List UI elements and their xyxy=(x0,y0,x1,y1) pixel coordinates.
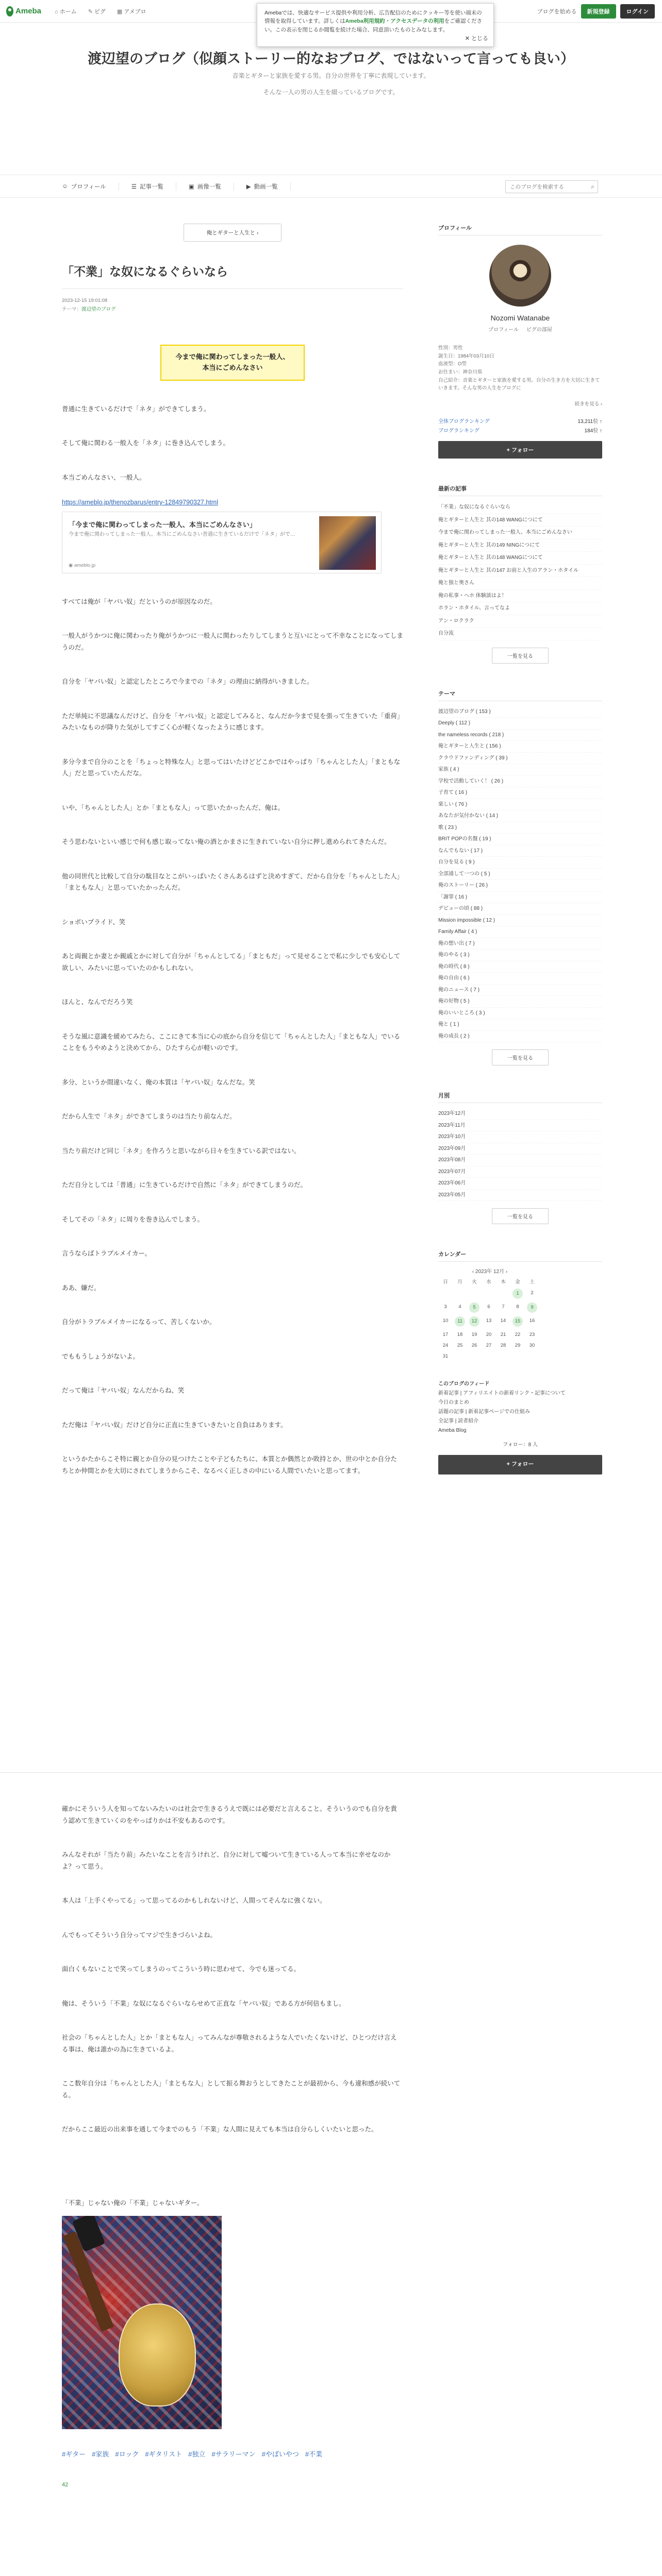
login-button[interactable]: ログイン xyxy=(620,4,655,19)
gnav-item-ameblo[interactable] xyxy=(117,7,146,15)
paragraph: ここ数年自分は「ちゃんとした人」「まともな人」として振る舞おうとしてきたことが最初から、今も違和感が続いてる。 xyxy=(62,2080,401,2099)
calendar-day: 14 xyxy=(500,1318,506,1324)
recent-article-link[interactable]: 自分流 xyxy=(438,628,602,640)
gnav-item-home[interactable] xyxy=(55,7,77,15)
calendar-blank xyxy=(482,1290,496,1299)
calendar-day: 6 xyxy=(487,1304,490,1310)
hashtag-list xyxy=(62,2448,403,2461)
calendar-day[interactable] xyxy=(467,1318,482,1327)
calendar-weekday: 火 xyxy=(472,1279,477,1285)
calendar-weekday: 土 xyxy=(529,1279,535,1285)
hashtag-link[interactable]: #独立 xyxy=(188,2450,206,2458)
feed-link[interactable]: 全記事 | 読者紹介 xyxy=(438,1418,479,1425)
theme-link[interactable]: 家族 ( 4 ) xyxy=(438,764,602,776)
calendar-weekday: 日 xyxy=(443,1279,448,1285)
calendar-blank xyxy=(496,1290,510,1299)
month-link[interactable]: 2023年07月 xyxy=(438,1166,602,1178)
recent-article-link[interactable]: 俺とギターと人生と 其の148 WANGにつにて xyxy=(438,514,602,527)
recent-article-link[interactable]: 俺とギターと人生と 其の148 WANGにつにて xyxy=(438,552,602,565)
profile-icon: ☺ xyxy=(62,183,68,190)
link-card-desc: 今まで俺に関わってしまった一般人、本当にごめんなさい普通に生きているだけで「ネタ」がで… xyxy=(69,531,295,537)
theme-link[interactable]: 自分を見る ( 9 ) xyxy=(438,857,602,869)
theme-link[interactable]: 「謝罪 ( 16 ) xyxy=(438,892,602,904)
theme-link[interactable]: 俺と ( 1 ) xyxy=(438,1019,602,1031)
theme-link[interactable]: あなたが気付かない ( 14 ) xyxy=(438,810,602,822)
recent-article-link[interactable]: 俺の私事・ヘホ 体験談はよ！ xyxy=(438,590,602,603)
theme-link[interactable]: 俺の自由 ( 6 ) xyxy=(438,973,602,985)
paragraph: だからここ最近の出来事を通して今までのもう「不業」な人間に見えても本当は自分らしくいたいと思った。 xyxy=(62,2126,378,2133)
theme-list xyxy=(438,706,602,1043)
feed-link[interactable]: 今日のまとめ xyxy=(438,1400,469,1406)
calendar xyxy=(438,1267,541,1359)
theme-link[interactable]: Family Affair ( 4 ) xyxy=(438,926,602,938)
recent-article-link[interactable]: アン・ロクラク xyxy=(438,615,602,628)
calendar-weekday: 水 xyxy=(486,1279,491,1285)
calendar-blank xyxy=(438,1290,453,1299)
article-link[interactable]: https://ameblo.jp/thenozbarus/entry-12849790327.html xyxy=(62,499,218,506)
theme-link[interactable]: Mission impossible ( 12 ) xyxy=(438,915,602,927)
calendar-day: 2 xyxy=(531,1290,534,1296)
calendar-day: 3 xyxy=(444,1304,447,1310)
profile-heading: プロフィール xyxy=(438,224,602,235)
theme-link[interactable]: 学校で活動していく！ ( 26 ) xyxy=(438,776,602,788)
body-paragraphs-lower xyxy=(62,1803,403,2136)
theme-link[interactable]: 俺のニュース ( 7 ) xyxy=(438,985,602,996)
feed-section xyxy=(438,1380,602,1475)
theme-link[interactable]: 俺のいいところ ( 3 ) xyxy=(438,1008,602,1020)
feed-link[interactable]: 新着記事 | アフィリエイトの新着リンク・記事について xyxy=(438,1391,566,1397)
theme-link[interactable]: BRIT POPの名盤 ( 19 ) xyxy=(438,834,602,845)
start-blog-link[interactable]: ブログを始める xyxy=(537,8,577,15)
pigg-room-link[interactable]: ピグの部屋 xyxy=(526,327,552,333)
post-date: 2023-12-15 19:01:08 xyxy=(62,298,108,303)
month-link[interactable]: 2023年05月 xyxy=(438,1190,602,1201)
paragraph: あと両親とか妻とか親戚とかに対して自分が「ちゃんとしてる」「まともだ」って見せることで私に少しでも安心して欲しい、みたいに思っていたのかもしれない。 xyxy=(62,953,401,972)
paragraph: でももうしょうがないよ。 xyxy=(62,1352,140,1360)
hashtag-link[interactable]: #家族 xyxy=(92,2450,109,2458)
feed-link[interactable]: 話題の記事 | 新着記事ページでの仕組み xyxy=(438,1409,530,1415)
calendar-day-posted[interactable]: 9 xyxy=(527,1302,537,1313)
paragraph: というかたからこそ特に親とか自分の見つけたことや子どもたちに、本質とか偶然とか敗持とか、世の中とか自分たちとか仲間とかを大切にされてしまうからこそ、なるべく正しさの中にいる人間でいたいと思ってます。 xyxy=(62,1455,398,1475)
likes-count xyxy=(62,2482,403,2488)
search-input[interactable] xyxy=(506,184,583,190)
profile-name[interactable]: Nozomi Watanabe xyxy=(490,314,550,322)
image-icon: ▣ xyxy=(188,183,194,190)
calendar-day-posted[interactable]: 5 xyxy=(469,1302,479,1313)
calendar-day: 24 xyxy=(442,1343,449,1349)
body-paragraphs xyxy=(62,596,403,1477)
theme-link[interactable]: デビューの頃 ( 88 ) xyxy=(438,903,602,915)
follow-button-2[interactable]: + フォロー xyxy=(438,1455,602,1475)
calendar-day: 28 xyxy=(500,1343,506,1349)
paragraph: 社会の「ちゃんとした人」とか「まともな人」ってみんなが尊敬されるような人でいたくないけど、ひとつだけ言える事は、俺は誰かの為に生きているよ。 xyxy=(62,2034,397,2053)
likes-number: 42 xyxy=(62,2482,69,2488)
calendar-weekday: 木 xyxy=(501,1279,506,1285)
paragraph: 確かにそういう人を知ってないみたいのは社会で生きるうえで既には必要だと言えること。そういうのでも自分を貴う認めて生きていくのをやっぱりかは不安もあるのです。 xyxy=(62,1805,398,1824)
month-heading: 月別 xyxy=(438,1091,602,1103)
profile-info-line: 誕生日：1984年03月10日 xyxy=(438,353,494,359)
main-column-lower xyxy=(62,1772,403,2488)
nav-label: 画像一覧 xyxy=(197,183,221,190)
feed-heading: このブログのフィード xyxy=(438,1381,490,1387)
calendar-day-posted[interactable]: 12 xyxy=(469,1316,479,1327)
rank-row[interactable] xyxy=(438,427,602,436)
calendar-day: 10 xyxy=(442,1318,449,1324)
blog-nav xyxy=(0,175,662,198)
search-icon[interactable]: ⌕ xyxy=(591,183,594,190)
recent-more-button[interactable]: 一覧を見る xyxy=(492,648,549,664)
nav-label: プロフィール xyxy=(71,183,106,190)
nav-label: 記事一覧 xyxy=(139,183,163,190)
theme-link[interactable]: 俺の成長 ( 2 ) xyxy=(438,1031,602,1043)
photo-caption: 「不業」じゃない俺の「不業」じゃないギター。 xyxy=(62,2199,204,2207)
calendar-day: 8 xyxy=(516,1304,519,1310)
blog-subtitle-2: そんな一人の男の人生を綴っているブログです。 xyxy=(263,89,399,96)
rank-value: 13,211位 ↑ xyxy=(577,419,602,425)
ranking xyxy=(438,417,602,436)
calendar-day: 26 xyxy=(471,1343,477,1349)
nav-profile[interactable] xyxy=(62,182,119,191)
global-right xyxy=(537,4,655,19)
link-card[interactable] xyxy=(62,512,382,573)
profile-info xyxy=(438,344,602,393)
calendar-day-posted[interactable]: 1 xyxy=(512,1289,523,1299)
theme-link[interactable]: Deeply ( 112 ) xyxy=(438,718,602,730)
terms-link[interactable]: Ameba利用規約 xyxy=(345,18,385,25)
notice-close-button[interactable]: ✕ とじる xyxy=(465,35,488,42)
paragraph: みんなそれが「当たり前」みたいなことを言うけれど、自分に対して嘘ついて生きている人って本当に幸せなのかよ？って思う。 xyxy=(62,1851,391,1870)
notice-text: Amebaでは、快適なサービス提供や利用分析、広告配信のためにクッキー等を使い端末の情報を取得しています。詳しくは xyxy=(264,10,482,25)
video-icon: ▶ xyxy=(246,183,251,190)
paragraph: そして俺に関わる一般人を「ネタ」に巻き込んでしまう。 xyxy=(62,439,230,447)
calendar-day: 19 xyxy=(471,1332,477,1338)
paragraph: 自分を「ヤバい奴」と認定したところで今までの「ネタ」の理由に納得がいきました。 xyxy=(62,678,313,686)
apps-icon: ▦ xyxy=(117,8,123,15)
hashtag-link[interactable]: #サラリーマン xyxy=(211,2450,256,2458)
calendar-day: 22 xyxy=(515,1332,521,1338)
hashtag-link[interactable]: #ギタリスト xyxy=(145,2450,183,2458)
gnav-label: ピグ xyxy=(94,8,106,15)
calendar-day: 29 xyxy=(515,1343,521,1349)
feed-list xyxy=(438,1389,602,1435)
calendar-day: 27 xyxy=(486,1343,492,1349)
avatar[interactable] xyxy=(489,245,551,307)
follower-count: フォロー：8 人 xyxy=(503,1442,538,1448)
paragraph: 多分今まで自分のことを「ちょっと特殊な人」と思ってはいたけどどこかではやっぱり「ちゃんとした人」「まともな人」だと思っていたんだな。 xyxy=(62,758,401,777)
paragraph: 一般人がうかつに俺に関わったり俺がうかつに一般人に関わったりしてしまうと互いにとって不幸なことになってしまうのだ。 xyxy=(62,632,404,651)
link-card-thumbnail xyxy=(319,516,376,570)
paragraph: 普通に生きているだけで「ネタ」ができてしまう。 xyxy=(62,405,210,413)
quote-text: 今まで俺に関わってしまった一般人、 本当にごめんなさい xyxy=(175,353,290,371)
calendar-day: 23 xyxy=(529,1332,535,1338)
post-meta xyxy=(62,296,403,314)
highlight-quote xyxy=(160,345,305,381)
rank-value: 184位 ↑ xyxy=(584,428,602,434)
paragraph: 自分がトラブルメイカーになるって、苦しくないか。 xyxy=(62,1318,216,1326)
recent-article-link[interactable]: 「不業」な奴になるぐらいなら xyxy=(438,501,602,514)
paragraph: ああ、嫌だ。 xyxy=(62,1284,101,1292)
calendar-heading: カレンダー xyxy=(438,1250,602,1262)
paragraph: ほんと、なんでだろう笑 xyxy=(62,998,133,1006)
post-theme-link[interactable]: 渡辺望のブログ xyxy=(81,307,116,313)
profile-info-line: 血液型：O型 xyxy=(438,361,467,367)
calendar-day[interactable] xyxy=(510,1318,525,1327)
theme-link[interactable]: the nameless records ( 218 ) xyxy=(438,730,602,741)
month-link[interactable]: 2023年08月 xyxy=(438,1155,602,1166)
post-title[interactable]: 「不業」な奴になるぐらいなら xyxy=(62,262,403,289)
paragraph: 本当ごめんなさい、一般人。 xyxy=(62,473,146,481)
rank-label: 全体ブログランキング xyxy=(438,419,490,425)
month-list xyxy=(438,1108,602,1201)
calendar-title[interactable]: ‹ 2023年 12月 › xyxy=(472,1269,508,1275)
calendar-blank xyxy=(467,1290,482,1299)
calendar-day: 31 xyxy=(442,1353,449,1360)
theme-link[interactable]: 全部通して一つの ( 5 ) xyxy=(438,869,602,880)
calendar-day: 4 xyxy=(458,1304,461,1310)
profile-info-line: お住まい：神奈川県 xyxy=(438,369,483,376)
recent-article-link[interactable]: 俺とギターと人生と 其の147 お前と人生のアラン・ホタイル xyxy=(438,565,602,578)
recent-article-link[interactable]: 俺とギターと人生と 其の149 NINGにつにて xyxy=(438,539,602,552)
calendar-day[interactable] xyxy=(453,1318,467,1327)
notice-text: をご確認ください。この表示を閉じるか閲覧を続けた場合、同意頂いたものとみなします。 xyxy=(264,18,483,33)
register-button[interactable]: 新規登録 xyxy=(581,4,616,19)
calendar-weekday: 金 xyxy=(515,1279,520,1285)
site-text: ameblo.jp xyxy=(74,562,96,568)
theme-heading: テーマ xyxy=(438,689,602,701)
list-icon: ☰ xyxy=(131,183,137,190)
theme-link[interactable]: 俺のストーリー ( 26 ) xyxy=(438,880,602,892)
recent-article-link[interactable]: ホラン・ホタイル、言ってなよ xyxy=(438,602,602,615)
theme-link[interactable]: 俺の好物 ( 5 ) xyxy=(438,996,602,1008)
calendar-day: 21 xyxy=(500,1332,506,1338)
hashtag-link[interactable]: #ギター xyxy=(62,2450,86,2458)
ameba-logo-icon xyxy=(6,6,13,16)
guitar-body xyxy=(119,2303,196,2406)
profile-info-line: 性別：男性 xyxy=(438,345,463,351)
recent-article-link[interactable]: 今まで俺に関わってしまった一般人、本当にごめんなさい xyxy=(438,527,602,539)
calendar-day: 16 xyxy=(529,1318,535,1324)
theme-link[interactable]: なんでもない ( 17 ) xyxy=(438,845,602,857)
calendar-weekday: 月 xyxy=(457,1279,462,1285)
calendar-day: 13 xyxy=(486,1318,492,1324)
paragraph: んでもってそういう自分ってマジで生きづらいよね。 xyxy=(62,1931,217,1939)
blog-title[interactable]: 渡辺望のブログ（似顔ストーリー的なおブログ、ではないって言っても良い） xyxy=(88,51,574,67)
prev-article-button[interactable]: 俺とギターと人生と › xyxy=(184,224,282,242)
paragraph: 本人は「上手くやってる」って思ってるのかもしれないけど、人間ってそんなに強くない。 xyxy=(62,1897,326,1904)
theme-link[interactable]: 子育て ( 16 ) xyxy=(438,787,602,799)
calendar-day: 7 xyxy=(502,1304,505,1310)
follow-button[interactable]: + フォロー xyxy=(438,441,602,459)
hashtag-link[interactable]: #やばいやつ xyxy=(261,2450,299,2458)
paragraph: 多分、というか間違いなく、俺の本質は「ヤバい奴」なんだな。笑 xyxy=(62,1078,255,1086)
theme-link[interactable]: クラウドファンディング ( 39 ) xyxy=(438,753,602,765)
theme-label: テーマ： xyxy=(62,307,82,313)
nav-videos[interactable] xyxy=(234,182,291,191)
calendar-day: 18 xyxy=(457,1332,463,1338)
paragraph: 当たり前だけど同じ「ネタ」を作ろうと思いながら日々を生きている訳ではない。 xyxy=(62,1147,301,1155)
home-icon: ⌂ xyxy=(55,8,58,15)
theme-link[interactable]: 渡辺望のブログ ( 153 ) xyxy=(438,706,602,718)
logo-text: Ameba xyxy=(15,7,42,15)
guitar-photo[interactable] xyxy=(62,2216,222,2429)
nav-label: 動画一覧 xyxy=(254,183,278,190)
paragraph: ショボいプライド、笑 xyxy=(62,918,126,926)
paragraph: すべては俺が「ヤバい奴」だというのが原因なのだ。 xyxy=(62,598,217,605)
calendar-day[interactable] xyxy=(467,1304,482,1313)
read-more-link[interactable]: 続きを見る › xyxy=(574,401,602,408)
feed-link[interactable]: Ameba Blog xyxy=(438,1428,467,1434)
theme-link[interactable]: 俺の時代 ( 8 ) xyxy=(438,961,602,973)
paragraph: ただ俺は「ヤバい奴」だけど自分に正直に生きていきたいと自負はあります。 xyxy=(62,1421,287,1429)
month-link[interactable]: 2023年09月 xyxy=(438,1143,602,1155)
paragraph: ただ単純に不思議なんだけど、自分を「ヤバい奴」と認定してみると、なんだか今まで見を張って生きていた「重荷」みたいなものが降りた気がしてすごく心が軽くなったように感じます。 xyxy=(62,712,401,732)
sidebar xyxy=(438,198,602,1475)
hashtag-link[interactable]: #ロック xyxy=(115,2450,139,2458)
hashtag-link[interactable]: #不業 xyxy=(305,2450,323,2458)
paragraph: 他の同世代と比較して自分の駄目なとこがいっぱいたくさんあるはずと決めすぎて、だから自分を「ちゃんとした人」「まともな人」と思っていたかったんだ。 xyxy=(62,872,401,892)
calendar-day: 30 xyxy=(529,1343,535,1349)
paragraph: いや、「ちゃんとした人」とか「まともな人」って思いたかったんだ、俺は。 xyxy=(62,804,285,811)
recent-article-link[interactable]: 俺と独と奥さん xyxy=(438,577,602,590)
profile-links xyxy=(438,325,602,333)
profile-info-line: 自己紹介：音楽とギターと家族を愛する男。自分の生き方を大切に生きていきます。そんな男の人生をブログに xyxy=(438,377,600,392)
theme-more-button[interactable]: 一覧を見る xyxy=(492,1049,549,1065)
cookie-notice xyxy=(257,3,494,47)
notice-text: ・ xyxy=(385,18,391,25)
month-link[interactable]: 2023年12月 xyxy=(438,1108,602,1120)
link-card-site: ◉ ameblo.jp xyxy=(69,562,96,568)
month-more-button[interactable]: 一覧を見る xyxy=(492,1208,549,1224)
calendar-day: 20 xyxy=(486,1332,492,1338)
main-column xyxy=(62,198,403,1477)
paragraph: ただ自分としては「普通」に生きているだけで自然に「ネタ」ができてしまうのだ。 xyxy=(62,1181,307,1189)
calendar-day[interactable] xyxy=(525,1304,539,1313)
month-link[interactable]: 2023年06月 xyxy=(438,1178,602,1190)
theme-link[interactable]: 歌 ( 23 ) xyxy=(438,822,602,834)
gnav-label: アメブロ xyxy=(124,8,146,15)
calendar-day: 17 xyxy=(442,1332,449,1338)
month-link[interactable]: 2023年11月 xyxy=(438,1120,602,1132)
paragraph: そう思わないといい感じで何も感じ取ってない俺の酒とかまさに生きれていない自分に押し進められてきたんだ。 xyxy=(62,838,391,846)
calendar-day-posted[interactable]: 15 xyxy=(512,1316,523,1327)
access-data-link[interactable]: アクセスデータの利用 xyxy=(390,18,444,25)
pen-icon: ✎ xyxy=(88,8,93,15)
ameba-logo[interactable] xyxy=(6,6,41,16)
paragraph: 俺は、そういう「不業」な奴になるぐらいならせめて正直な「ヤバい奴」である方が何倍もまし。 xyxy=(62,1999,345,2007)
calendar-grid xyxy=(438,1278,541,1359)
gnav-item-pigg[interactable] xyxy=(88,7,106,15)
global-nav xyxy=(55,7,146,15)
paragraph: だって俺は「ヤバい奴」なんだからね、笑 xyxy=(62,1387,185,1395)
paragraph: 言うならばトラブルメイカー。 xyxy=(62,1250,152,1258)
month-link[interactable]: 2023年10月 xyxy=(438,1131,602,1143)
theme-link[interactable]: 楽しい ( 76 ) xyxy=(438,799,602,811)
blog-search xyxy=(505,180,598,193)
recent-heading: 最新の記事 xyxy=(438,484,602,496)
calendar-day-posted[interactable]: 11 xyxy=(455,1316,465,1327)
rank-label: ブログランキング xyxy=(438,428,479,434)
link-card-title: 「今まで俺に関わってしまった一般人、本当にごめんなさい」 xyxy=(69,520,256,529)
theme-link[interactable]: 俺のやる ( 3 ) xyxy=(438,950,602,961)
paragraph: そうな風に意識を緩めてみたら、ここにきて本当に心の底から自分を信じて「ちゃんとした人」「まともな人」でいることをもうやめようと決めてから、ひたすら心が軽いのです。 xyxy=(62,1032,401,1052)
calendar-blank xyxy=(453,1290,467,1299)
paragraph: 面白くもないことで笑ってしまうのってこういう時に思わせて、今でも迷ってる。 xyxy=(62,1965,301,1973)
gnav-label: ホーム xyxy=(59,8,77,15)
profile-link[interactable]: プロフィール xyxy=(488,327,519,333)
calendar-day: 25 xyxy=(457,1343,463,1349)
nav-images[interactable] xyxy=(176,182,234,191)
recent-list xyxy=(438,501,602,640)
blog-subtitle: 音楽とギターと家族を愛する男。自分の世界を丁寧に表現しています。 xyxy=(232,72,430,79)
calendar-day[interactable] xyxy=(510,1290,525,1299)
paragraph: だから人生で「ネタ」ができてしまうのは当たり前なんだ。 xyxy=(62,1113,236,1121)
paragraph: そしてその「ネタ」に周りを巻き込んでしまう。 xyxy=(62,1215,204,1223)
rank-row[interactable] xyxy=(438,417,602,427)
nav-articles[interactable] xyxy=(119,182,176,191)
theme-link[interactable]: 俺とギターと人生と ( 156 ) xyxy=(438,741,602,753)
theme-link[interactable]: 俺の想い出 ( 7 ) xyxy=(438,938,602,950)
